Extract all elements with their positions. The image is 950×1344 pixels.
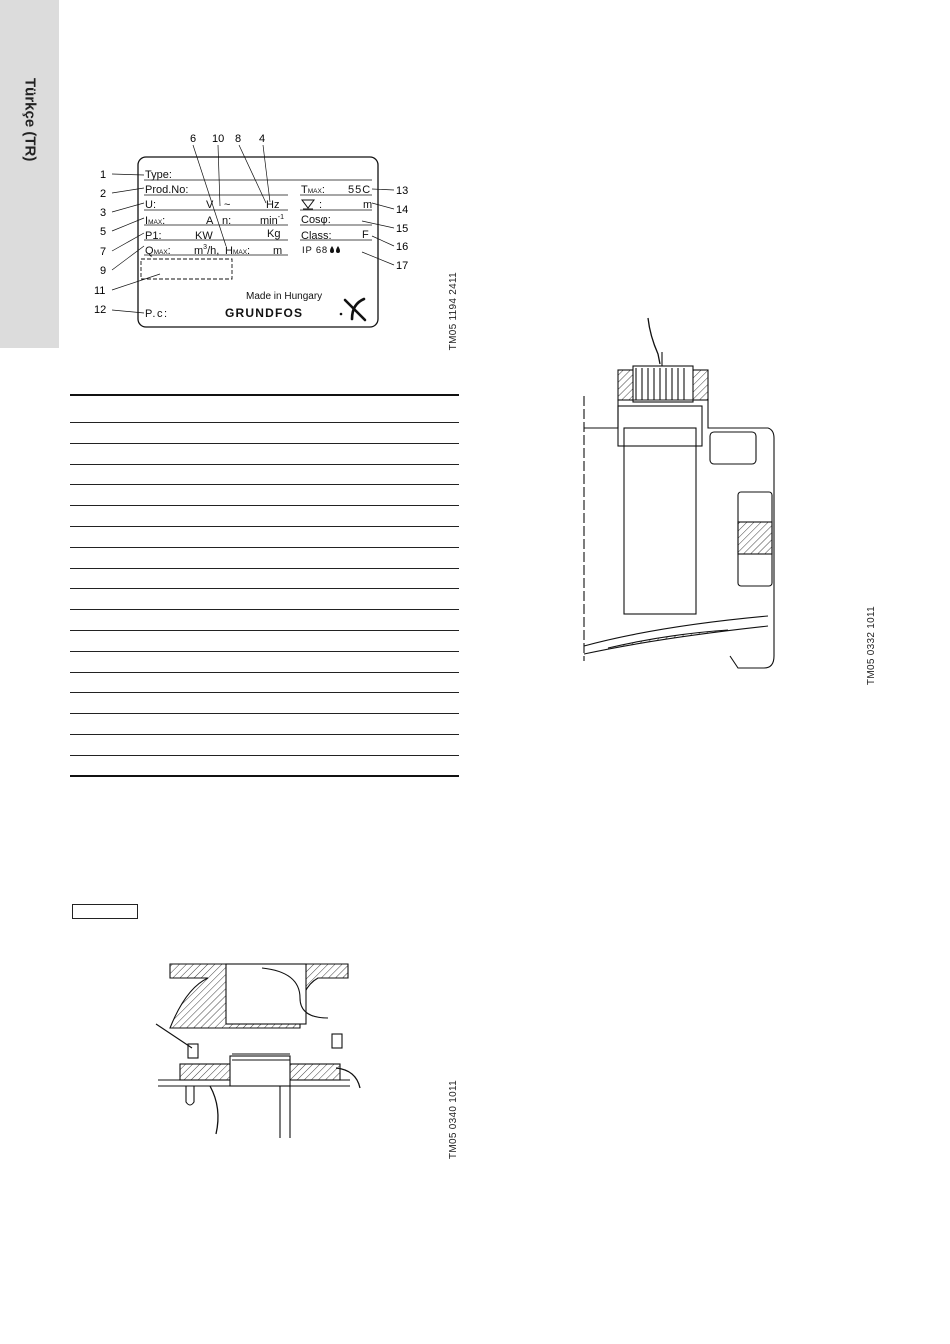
- right-callouts: [396, 185, 408, 272]
- table-row: [70, 756, 459, 777]
- callout-9: 9: [100, 265, 107, 277]
- figure-code-sensor: TM05 0332 1011: [866, 606, 877, 686]
- language-side-tab: [0, 0, 59, 348]
- sensor-cross-section-figure: [578, 316, 778, 676]
- callout-8: 8: [235, 133, 242, 145]
- field-m3h: $m^3/h$,: [194, 244, 220, 257]
- callout-4: 4: [259, 133, 266, 145]
- table-row: [70, 444, 459, 465]
- field-prod-no: Prod.No:: [145, 184, 189, 196]
- callout-10: 10: [212, 133, 225, 145]
- table-row: [70, 693, 459, 714]
- table-row: [70, 735, 459, 756]
- field-pc: P.c:: [145, 308, 169, 320]
- field-p1: P1:: [145, 230, 162, 242]
- callout-6: 6: [190, 133, 197, 145]
- nameplate-figure: [90, 128, 435, 328]
- table-row: [70, 423, 459, 444]
- field-class: Class:: [301, 230, 332, 242]
- field-depth-colon: :: [319, 199, 323, 211]
- callout-1: 1: [100, 169, 107, 181]
- field-n: n:: [222, 215, 232, 227]
- table-row: [70, 569, 459, 590]
- callout-11: 11: [94, 285, 106, 297]
- field-tmax-value: 55C: [348, 184, 372, 196]
- field-kg: Kg: [267, 228, 281, 240]
- callout-13: 13: [396, 185, 409, 197]
- field-tmax: TMAX:: [301, 184, 325, 196]
- field-qmax: QMAX:: [145, 245, 171, 257]
- field-u: U:: [145, 199, 156, 211]
- table-row: [70, 652, 459, 673]
- field-class-value: F: [362, 229, 369, 241]
- grundfos-logo-text: GRUNDFOS: [225, 306, 304, 320]
- grundfos-logo-icon: [340, 299, 365, 320]
- figure-code-nameplate: TM05 1194 2411: [448, 272, 459, 351]
- callout-16: 16: [396, 241, 409, 253]
- callout-5: 5: [100, 226, 107, 238]
- table-row: [70, 548, 459, 569]
- field-min: $\min^{-1}$: [260, 214, 284, 227]
- field-ip: IP 68: [302, 245, 329, 256]
- table-row: [70, 631, 459, 652]
- water-drops-icon: [330, 246, 340, 253]
- field-made-in: Made in Hungary: [246, 291, 323, 302]
- data-table: [70, 394, 459, 778]
- flange-cross-section-figure: [150, 958, 370, 1138]
- table-row: [70, 714, 459, 735]
- left-callouts: [94, 169, 106, 316]
- depth-symbol-icon: [302, 200, 314, 209]
- callout-15: 15: [396, 223, 409, 235]
- field-imax: IMAX:: [145, 215, 166, 227]
- field-a: A: [206, 215, 214, 227]
- callout-7: 7: [100, 246, 107, 258]
- table-row: [70, 465, 459, 486]
- language-label: Türkçe (TR): [21, 78, 39, 162]
- figure-code-flange: TM05 0340 1011: [448, 1080, 459, 1160]
- callout-12: 12: [94, 304, 107, 316]
- field-kw: KW: [195, 230, 213, 242]
- callout-3: 3: [100, 207, 107, 219]
- field-m: m: [273, 245, 283, 257]
- field-depth-unit: m: [363, 199, 373, 211]
- table-row: [70, 610, 459, 631]
- table-row: [70, 485, 459, 506]
- caption-box: [72, 904, 138, 919]
- field-v: V: [206, 199, 214, 211]
- table-row: [70, 589, 459, 610]
- callout-14: 14: [396, 204, 409, 216]
- callout-17: 17: [396, 260, 409, 272]
- table-row: [70, 394, 459, 423]
- field-type: Type:: [145, 169, 172, 181]
- field-hz: Hz: [266, 199, 280, 211]
- table-row: [70, 527, 459, 548]
- callout-2: 2: [100, 188, 107, 200]
- field-cos: Cosφ:: [301, 214, 331, 226]
- table-row: [70, 673, 459, 694]
- field-tilde: ~: [224, 199, 231, 211]
- table-row: [70, 506, 459, 527]
- field-hmax: HMAX:: [225, 245, 251, 257]
